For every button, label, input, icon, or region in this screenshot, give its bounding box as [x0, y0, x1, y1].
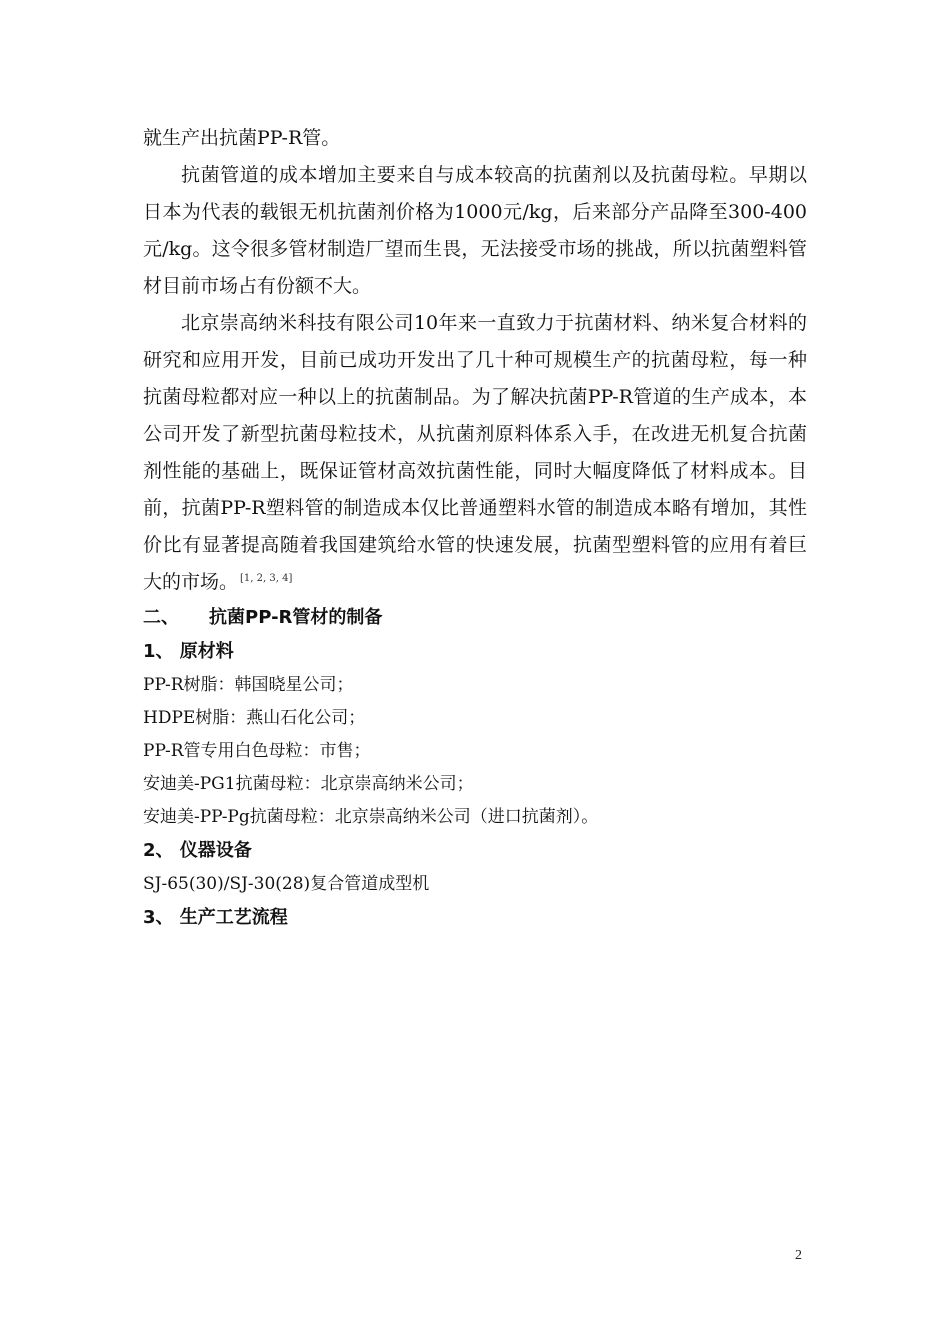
paragraph-continuation: 就生产出抗菌PP-R管。	[143, 127, 341, 149]
page-number: 2	[795, 1248, 802, 1263]
document-body	[143, 120, 807, 935]
paragraph-company	[143, 305, 807, 601]
subsection-heading-materials: 1、 原材料	[143, 641, 234, 662]
list-item: 安迪美-PG1抗菌母粒：北京崇高纳米公司；	[143, 774, 474, 794]
section-number: 二、	[143, 607, 179, 628]
paragraph-cost: 抗菌管道的成本增加主要来自与成本较高的抗菌剂以及抗菌母粒。早期以日本为代表的载银无机抗菌剂价格为1000元/kg，后来部分产品降至300-400元/kg。这令很多管材制造厂望而生畏，无法接受市场的挑战，所以抗菌塑料管材目前市场占有份额不大。	[143, 164, 807, 297]
subsection-heading-equipment: 2、 仪器设备	[143, 840, 252, 861]
citation-reference[interactable]: [1, 2, 3, 4]	[240, 572, 293, 584]
list-item: PP-R树脂：韩国晓星公司；	[143, 675, 354, 695]
section-heading-preparation	[143, 601, 807, 635]
section-title: 抗菌PP-R管材的制备	[209, 607, 383, 628]
list-item: 安迪美-PP-Pg抗菌母粒：北京崇高纳米公司（进口抗菌剂）。	[143, 807, 599, 827]
list-item: SJ-65(30)/SJ-30(28)复合管道成型机	[143, 874, 430, 894]
subsection-heading-process: 3、 生产工艺流程	[143, 907, 288, 928]
paragraph-company-text: 北京崇高纳米科技有限公司10年来一直致力于抗菌材料、纳米复合材料的研究和应用开发，目前已成功开发出了几十种可规模生产的抗菌母粒，每一种抗菌母粒都对应一种以上的抗菌制品。为了解决抗菌PP-R管道的生产成本，本公司开发了新型抗菌母粒技术，从抗菌剂原料体系入手，在改进无机复合抗菌剂性能的基础上，既保证管材高效抗菌性能，同时大幅度降低了材料成本。目前，抗菌PP-R塑料管的制造成本仅比普通塑料水管的制造成本略有增加，其性价比有显著提高随着我国建筑给水管的快速发展，抗菌型塑料管的应用有着巨大的市场。	[143, 312, 807, 593]
list-item: PP-R管专用白色母粒：市售；	[143, 741, 371, 761]
list-item: HDPE树脂：燕山石化公司；	[143, 708, 366, 728]
